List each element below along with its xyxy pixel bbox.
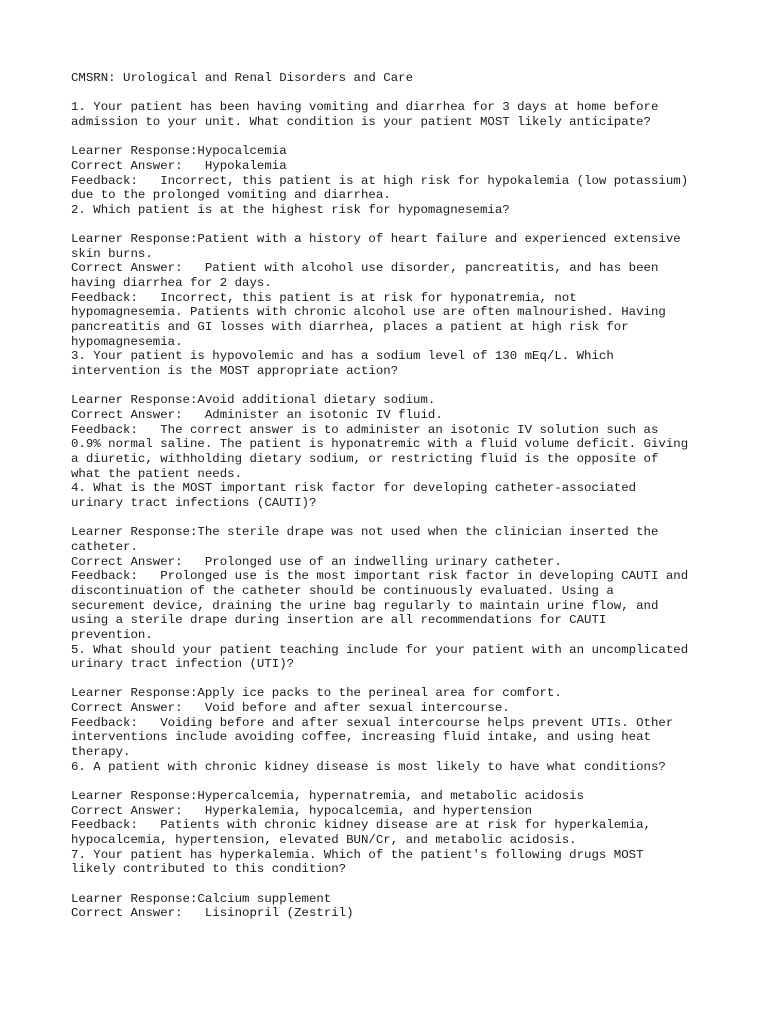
correct-answer-label: Correct Answer: [71,906,205,921]
question-text: 1. Your patient has been having vomiting and diarrhea for 3 days at home before admission to your unit. What condition is your patient MOST likely anticipate? [71,100,659,129]
correct-answer-label: Correct Answer: [71,158,205,173]
correct-answer-label: Correct Answer: [71,261,205,276]
feedback-value: Prolonged use is the most important risk factor in developing CAUTI and discontinuation of the catheter should be continuously evaluated. Using a securement device, draining the urine bag regularly to maintain urine flow, and using a sterile drape during insertion are all recommendations for CAUTI prevention. [71,569,689,642]
learner-response [71,393,728,408]
learner-response [71,686,728,701]
learner-response [71,232,728,261]
correct-answer-label: Correct Answer: [71,554,205,569]
feedback [71,423,728,482]
feedback-value: Incorrect, this patient is at risk for hyponatremia, not hypomagnesemia. Patients with chronic alcohol use are often malnourished. Having pancreatitis and GI losses with diarrhea, places a patient at high risk for hypomagnesemia. [71,290,666,349]
correct-answer-value: Administer an isotonic IV fluid. [204,408,443,423]
learner-response [71,892,728,907]
correct-answer [71,804,728,819]
feedback-label: Feedback: [71,422,161,437]
correct-answer [71,555,728,570]
feedback-value: Voiding before and after sexual intercourse helps prevent UTIs. Other interventions include avoiding coffee, increasing fluid intake, and using heat therapy. [71,715,674,760]
learner-response-value: Hypocalcemia [197,144,287,159]
correct-answer [71,261,728,290]
learner-response-label: Learner Response: [71,891,198,906]
learner-response [71,525,728,554]
question-text: 5. What should your patient teaching include for your patient with an uncomplicated urinary tract infection (UTI)? [71,642,689,672]
learner-response [71,144,728,159]
feedback [71,569,728,642]
learner-response-label: Learner Response: [71,232,198,247]
question-block [71,100,728,203]
feedback-value: Incorrect, this patient is at high risk for hypokalemia (low potassium) due to the prolonged vomiting and diarrhea. [71,173,689,203]
correct-answer [71,906,728,921]
question-text: 6. A patient with chronic kidney disease is most likely to have what conditions? [71,759,666,774]
feedback-label: Feedback: [71,290,161,305]
question-block [71,349,728,481]
feedback-label: Feedback: [71,173,161,188]
learner-response-value: Calcium supplement [197,891,332,906]
page-title: CMSRN: Urological and Renal Disorders and Care [71,71,414,85]
feedback [71,291,728,350]
correct-answer-value: Hypokalemia [204,158,287,173]
learner-response-label: Learner Response: [71,789,198,804]
correct-answer-value: Hyperkalemia, hypocalcemia, and hypertension [204,803,533,818]
feedback-value: Patients with chronic kidney disease are at risk for hyperkalemia, hypocalcemia, hypertension, elevated BUN/Cr, and metabolic acidosis. [71,818,651,848]
question-block [71,643,728,760]
question-text: 7. Your patient has hyperkalemia. Which of the patient's following drugs MOST likely contributed to this condition? [71,847,644,877]
learner-response-label: Learner Response: [71,144,198,159]
feedback-label: Feedback: [71,818,161,833]
learner-response-label: Learner Response: [71,525,198,540]
question-block [71,848,728,921]
question-text: 4. What is the MOST important risk factor for developing catheter-associated urinary tract infections (CAUTI)? [71,481,637,510]
learner-response-label: Learner Response: [71,686,198,701]
learner-response-value: Avoid additional dietary sodium. [197,393,436,408]
correct-answer [71,159,728,174]
question-block [71,760,728,848]
correct-answer-label: Correct Answer: [71,701,205,716]
question-block [71,481,728,642]
feedback-label: Feedback: [71,569,161,584]
correct-answer-label: Correct Answer: [71,408,205,423]
question-text: 2. Which patient is at the highest risk for hypomagnesemia? [71,202,510,217]
correct-answer-label: Correct Answer: [71,803,205,818]
learner-response-value: The sterile drape was not used when the clinician inserted the catheter. [71,525,659,554]
learner-response-label: Learner Response: [71,393,198,408]
question-text: 3. Your patient is hypovolemic and has a sodium level of 130 mEq/L. Which intervention is the MOST appropriate action? [71,349,614,379]
feedback [71,174,728,203]
feedback [71,716,728,760]
correct-answer-value: Lisinopril (Zestril) [204,906,354,921]
correct-answer-value: Patient with alcohol use disorder, pancreatitis, and has been having diarrhea for 2 days. [71,261,659,291]
question-block [71,203,728,350]
correct-answer-value: Prolonged use of an indwelling urinary catheter. [204,554,562,569]
learner-response-value: Hypercalcemia, hypernatremia, and metabolic acidosis [197,789,585,804]
feedback-value: The correct answer is to administer an isotonic IV solution such as 0.9% normal saline. The patient is hyponatremic with a fluid volume deficit. Giving a diuretic, withholding dietary sodium, or restricting fluid is the opposite of what the patient needs. [71,422,689,481]
correct-answer-value: Void before and after sexual intercourse. [204,701,510,716]
correct-answer [71,408,728,423]
feedback-label: Feedback: [71,715,161,730]
learner-response-value: Apply ice packs to the perineal area for comfort. [197,686,562,701]
learner-response [71,789,728,804]
learner-response-value: Patient with a history of heart failure and experienced extensive skin burns. [71,232,681,261]
correct-answer [71,701,728,716]
feedback [71,818,728,847]
